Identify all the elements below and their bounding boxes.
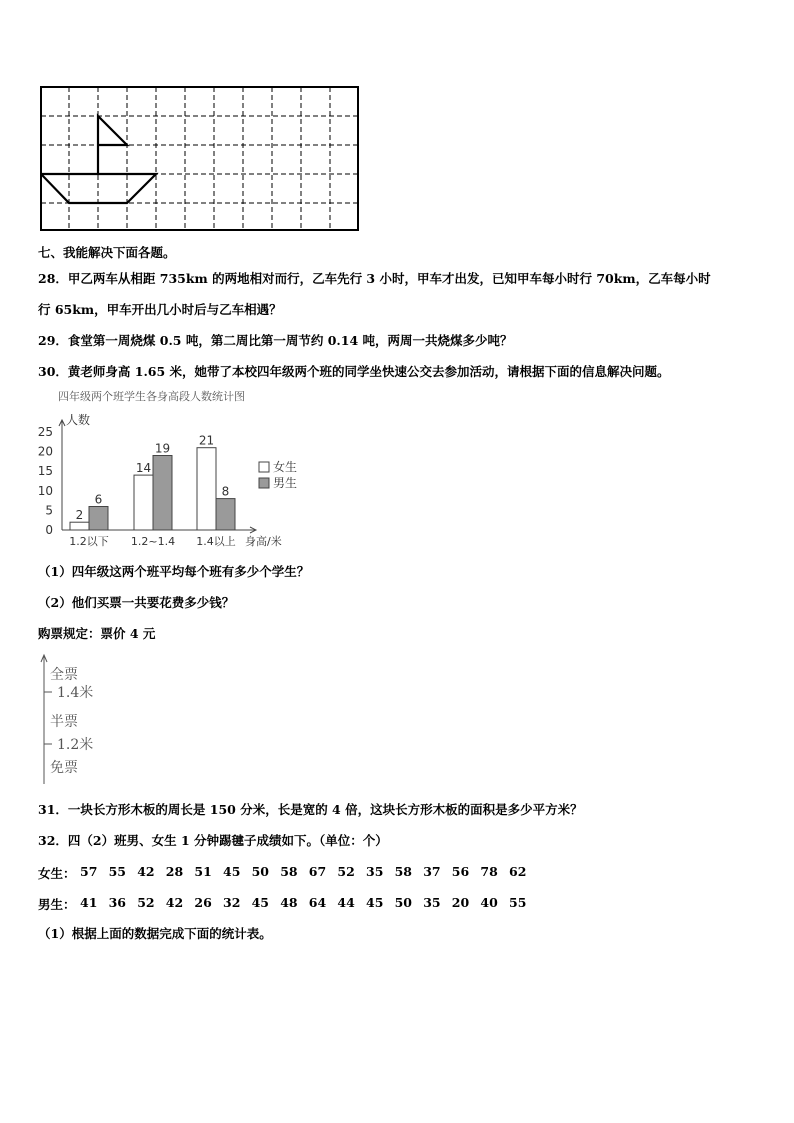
y-tick-label: 0: [45, 523, 53, 537]
boys-score: 44: [337, 895, 355, 910]
boys-score: 50: [394, 895, 412, 910]
boys-scores-row: [38, 895, 76, 911]
girls-scores-row: [38, 864, 76, 880]
y-tick-label: 25: [37, 425, 53, 439]
boys-score: 64: [308, 895, 327, 910]
girls-score: 28: [165, 864, 184, 879]
girls-score: 56: [451, 864, 470, 879]
girls-score: 37: [423, 864, 441, 879]
bar-value-label: 8: [221, 484, 230, 499]
legend-swatch-boys: [259, 478, 269, 488]
legend-label-girls: 女生: [273, 460, 298, 474]
question-30: 30．黄老师身高 1.65 米，她带了本校四年级两个班的同学坐快速公交去参加活动，请根据下面的信息解决问题。: [38, 364, 670, 379]
chart-xlabel: 身高/米: [245, 535, 282, 548]
ticket-height-scale: [36, 650, 126, 790]
bar-girls: [197, 448, 216, 530]
legend-swatch-girls: [259, 462, 269, 472]
question-29: 29．食堂第一周烧煤 0.5 吨，第二周比第一周节约 0.14 吨，两周一共烧煤多少吨？: [38, 333, 513, 348]
bar-value-label: 6: [94, 492, 103, 507]
x-category-label: 1.2~1.4: [130, 535, 176, 548]
girls-score: 58: [394, 864, 412, 879]
boys-score: 52: [137, 895, 155, 910]
y-tick-label: 10: [37, 483, 53, 498]
question-28-line1: 28．甲乙两车从相距 735km 的两地相对而行，乙车先行 3 小时，甲车才出发，已知甲车每小时行 70km，乙车每小时: [38, 271, 711, 286]
bar-value-label: 14: [135, 461, 152, 476]
bar-value-label: 19: [154, 441, 171, 456]
grid-lines: [41, 87, 358, 230]
label-free: 免票: [50, 760, 78, 776]
girls-score: 57: [80, 864, 98, 879]
question-31: 31．一块长方形木板的周长是 150 分米，长是宽的 4 倍，这块长方形木板的面积是多少平方米？: [38, 802, 583, 817]
girls-score: 52: [337, 864, 355, 879]
boys-score: 20: [451, 895, 470, 910]
girls-score: 51: [194, 864, 212, 879]
girls-label: 女生：: [38, 866, 76, 881]
boat-sail: [98, 116, 127, 174]
boys-score: 42: [165, 895, 184, 910]
girls-score: 58: [280, 864, 298, 879]
girls-score: 42: [137, 864, 155, 879]
y-tick-label: 5: [45, 503, 53, 518]
boys-score: 40: [480, 895, 498, 910]
bar-value-label: 21: [198, 433, 215, 448]
bar-value-label: 2: [75, 508, 84, 523]
boys-score: 35: [423, 895, 441, 910]
x-category-label: 1.2以下: [69, 535, 109, 548]
boys-score: 45: [251, 895, 269, 910]
girls-score: 50: [251, 864, 269, 879]
girls-score: 35: [366, 864, 384, 879]
question-32-sub1: （1）根据上面的数据完成下面的统计表。: [38, 926, 272, 941]
girls-score: 67: [308, 864, 327, 879]
height-bar-chart: [36, 386, 306, 556]
boys-score: 32: [223, 895, 241, 910]
boys-score: 55: [509, 895, 527, 910]
girls-score: 55: [108, 864, 126, 879]
bar-boys: [153, 456, 172, 531]
boys-label: 男生：: [38, 897, 76, 912]
boys-score: 45: [366, 895, 384, 910]
boat-grid-figure: [40, 86, 360, 232]
chart-ylabel: 人数: [66, 413, 91, 427]
legend-label-boys: 男生: [273, 476, 298, 490]
bar-boys: [89, 507, 108, 531]
girls-score: 78: [480, 864, 498, 879]
bar-girls: [70, 522, 89, 530]
question-32: 32．四（2）班男、女生 1 分钟踢毽子成绩如下。（单位：个）: [38, 833, 388, 848]
label-1-4m: 1.4米: [57, 685, 94, 701]
boys-score: 48: [280, 895, 298, 910]
label-full-ticket: 全票: [50, 667, 78, 683]
bar-girls: [134, 475, 153, 530]
girls-score: 62: [509, 864, 527, 879]
section-title: 七、我能解决下面各题。: [38, 245, 176, 260]
question-30-sub2: （2）他们买票一共要花费多少钱？: [38, 595, 235, 610]
boys-score: 36: [108, 895, 126, 910]
label-1-2m: 1.2米: [57, 737, 94, 753]
y-tick-label: 15: [37, 464, 53, 479]
boat-shape: [41, 116, 156, 203]
boys-score: 41: [80, 895, 98, 910]
grid-border: [41, 87, 358, 230]
boys-score: 26: [194, 895, 212, 910]
chart-legend: [259, 459, 297, 490]
question-28-line2: 行 65km，甲车开出几小时后与乙车相遇？: [38, 302, 282, 317]
girls-score: 45: [223, 864, 241, 879]
label-half-ticket: 半票: [50, 714, 78, 730]
bar-boys: [216, 499, 235, 530]
chart-title: 四年级两个班学生各身高段人数统计图: [58, 390, 245, 403]
x-category-label: 1.4以上: [196, 535, 236, 548]
y-tick-label: 20: [37, 444, 53, 459]
question-30-sub1: （1）四年级这两个班平均每个班有多少个学生？: [38, 564, 310, 579]
ticket-rule: 购票规定：票价 4 元: [38, 626, 156, 641]
